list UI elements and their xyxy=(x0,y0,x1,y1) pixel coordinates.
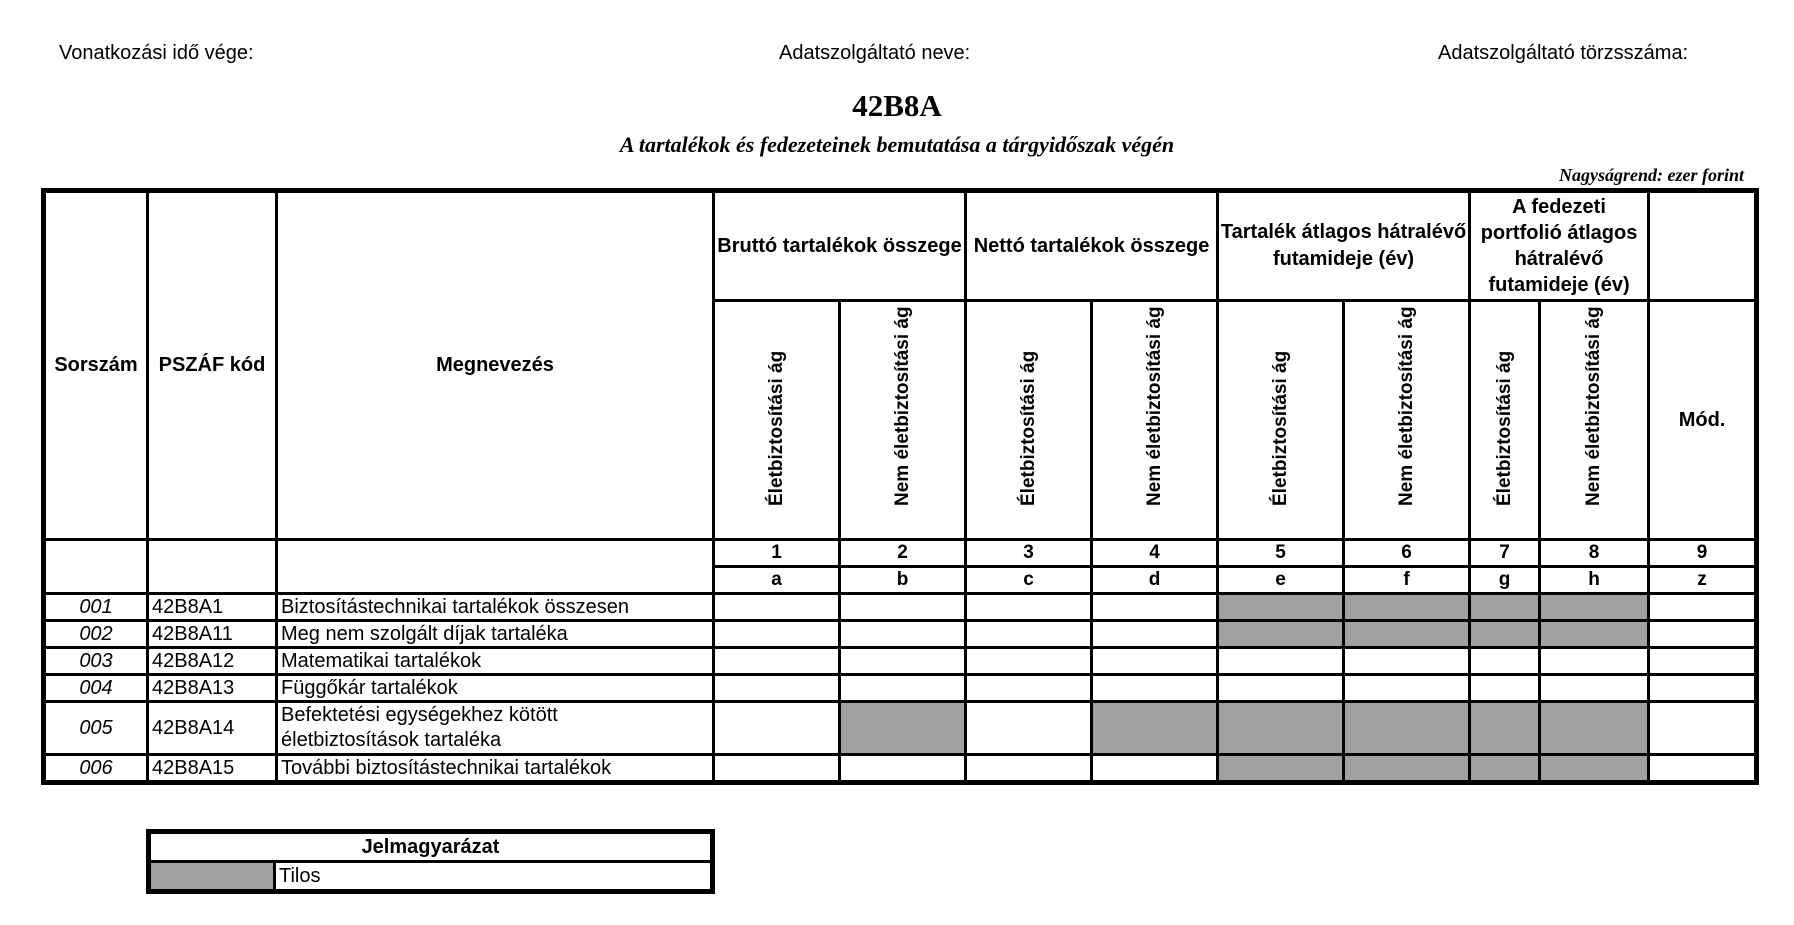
provider-name-label: Adatszolgáltató neve: xyxy=(779,42,971,64)
subheader-4-label: Nem életbiztosítási ág xyxy=(1143,306,1165,506)
data-cell[interactable] xyxy=(714,594,840,621)
row-name: Biztosítástechnikai tartalékok összesen xyxy=(277,594,714,621)
data-cell[interactable] xyxy=(1092,594,1218,621)
data-cell[interactable] xyxy=(714,648,840,675)
forbidden-cell xyxy=(1540,702,1649,755)
column-letter: h xyxy=(1540,567,1649,594)
legend-title: Jelmagyarázat xyxy=(149,832,713,862)
mod-header-top xyxy=(1649,191,1757,301)
column-number: 7 xyxy=(1470,540,1540,567)
data-cell[interactable] xyxy=(714,621,840,648)
data-cell[interactable] xyxy=(1092,621,1218,648)
data-cell[interactable] xyxy=(1344,648,1470,675)
row-number: 001 xyxy=(44,594,148,621)
row-code: 42B8A11 xyxy=(148,621,277,648)
subheader-2-label: Nem életbiztosítási ág xyxy=(891,306,913,506)
row-code: 42B8A14 xyxy=(148,702,277,755)
mod-header: Mód. xyxy=(1649,301,1757,540)
reference-date-label: Vonatkozási idő vége: xyxy=(59,42,254,64)
table-row xyxy=(44,702,1757,755)
data-cell[interactable] xyxy=(1649,755,1757,783)
forbidden-cell xyxy=(1470,755,1540,783)
subheader-5 xyxy=(1218,301,1344,540)
column-letter: b xyxy=(840,567,966,594)
data-cell[interactable] xyxy=(1649,675,1757,702)
table-row xyxy=(44,648,1757,675)
data-cell[interactable] xyxy=(840,648,966,675)
forbidden-cell xyxy=(1218,755,1344,783)
column-letter: d xyxy=(1092,567,1218,594)
subheader-1 xyxy=(714,301,840,540)
portfolio-duration-group-header: A fedezeti portfolió átlagos hátralévő futamideje (év) xyxy=(1470,191,1649,301)
column-letter: g xyxy=(1470,567,1540,594)
table-row xyxy=(44,621,1757,648)
subheader-2 xyxy=(840,301,966,540)
data-cell[interactable] xyxy=(966,755,1092,783)
column-number: 4 xyxy=(1092,540,1218,567)
forbidden-cell xyxy=(1344,621,1470,648)
data-cell[interactable] xyxy=(1092,648,1218,675)
data-cell[interactable] xyxy=(966,675,1092,702)
column-number: 5 xyxy=(1218,540,1344,567)
row-name: További biztosítástechnikai tartalékok xyxy=(277,755,714,783)
subheader-6-label: Nem életbiztosítási ág xyxy=(1395,306,1417,506)
row-code: 42B8A15 xyxy=(148,755,277,783)
pszaf-code-header: PSZÁF kód xyxy=(148,191,277,540)
data-cell[interactable] xyxy=(1649,621,1757,648)
data-cell[interactable] xyxy=(1540,675,1649,702)
data-cell[interactable] xyxy=(966,648,1092,675)
column-letter: f xyxy=(1344,567,1470,594)
column-number: 1 xyxy=(714,540,840,567)
data-cell[interactable] xyxy=(1092,755,1218,783)
data-cell[interactable] xyxy=(840,594,966,621)
data-cell[interactable] xyxy=(1649,648,1757,675)
data-cell[interactable] xyxy=(714,755,840,783)
forbidden-cell xyxy=(1540,621,1649,648)
forbidden-cell xyxy=(1344,594,1470,621)
forbidden-cell xyxy=(1470,702,1540,755)
data-cell[interactable] xyxy=(1218,648,1344,675)
data-cell[interactable] xyxy=(714,675,840,702)
forbidden-cell xyxy=(1344,755,1470,783)
data-cell[interactable] xyxy=(840,755,966,783)
legend-forbidden-swatch xyxy=(149,862,275,892)
column-letter: a xyxy=(714,567,840,594)
subheader-3-label: Életbiztosítási ág xyxy=(1017,350,1039,506)
row-number: 006 xyxy=(44,755,148,783)
subheader-7-label: Életbiztosítási ág xyxy=(1493,350,1515,506)
column-number: 8 xyxy=(1540,540,1649,567)
net-reserves-group-header: Nettó tartalékok összege xyxy=(966,191,1218,301)
reserves-table xyxy=(41,188,1759,785)
row-number: 003 xyxy=(44,648,148,675)
row-name: Függőkár tartalékok xyxy=(277,675,714,702)
table-row xyxy=(44,675,1757,702)
unit-note: Nagyságrend: ezer forint xyxy=(1559,165,1744,185)
column-number: 3 xyxy=(966,540,1092,567)
column-letter: c xyxy=(966,567,1092,594)
data-cell[interactable] xyxy=(966,702,1092,755)
data-cell[interactable] xyxy=(1092,675,1218,702)
row-name: Matematikai tartalékok xyxy=(277,648,714,675)
subheader-1-label: Életbiztosítási ág xyxy=(765,350,787,506)
megnevezes-header: Megnevezés xyxy=(277,191,714,540)
table-row xyxy=(44,755,1757,783)
subheader-6 xyxy=(1344,301,1470,540)
reserve-duration-group-header: Tartalék átlagos hátralévő futamideje (év) xyxy=(1218,191,1470,301)
forbidden-cell xyxy=(1344,702,1470,755)
megnevezes-header-blank xyxy=(277,540,714,594)
sorszam-header: Sorszám xyxy=(44,191,148,540)
legend-table xyxy=(146,829,715,894)
row-name: Befektetési egységekhez kötött életbiztosítások tartaléka xyxy=(277,702,714,755)
column-number: 2 xyxy=(840,540,966,567)
subheader-5-label: Életbiztosítási ág xyxy=(1269,350,1291,506)
data-cell[interactable] xyxy=(840,675,966,702)
row-number: 005 xyxy=(44,702,148,755)
pszaf-header-blank xyxy=(148,540,277,594)
forbidden-cell xyxy=(1540,594,1649,621)
data-cell[interactable] xyxy=(1649,594,1757,621)
data-cell[interactable] xyxy=(1540,648,1649,675)
forbidden-cell xyxy=(1540,755,1649,783)
sorszam-header-blank xyxy=(44,540,148,594)
row-number: 004 xyxy=(44,675,148,702)
form-subtitle: A tartalékok és fedezeteinek bemutatása a tárgyidőszak végén xyxy=(619,132,1175,157)
subheader-3 xyxy=(966,301,1092,540)
row-code: 42B8A12 xyxy=(148,648,277,675)
data-cell[interactable] xyxy=(966,594,1092,621)
row-name: Meg nem szolgált díjak tartaléka xyxy=(277,621,714,648)
data-cell[interactable] xyxy=(1470,675,1540,702)
column-number: 9 xyxy=(1649,540,1757,567)
row-code: 42B8A13 xyxy=(148,675,277,702)
subheader-8-label: Nem életbiztosítási ág xyxy=(1583,306,1605,506)
provider-id-label: Adatszolgáltató törzsszáma: xyxy=(1438,42,1689,64)
data-cell[interactable] xyxy=(1344,675,1470,702)
column-letter: e xyxy=(1218,567,1344,594)
forbidden-cell xyxy=(1218,594,1344,621)
table-row xyxy=(44,594,1757,621)
data-cell[interactable] xyxy=(840,621,966,648)
forbidden-cell xyxy=(840,702,966,755)
forbidden-cell xyxy=(1218,702,1344,755)
row-code: 42B8A1 xyxy=(148,594,277,621)
forbidden-cell xyxy=(1470,621,1540,648)
data-cell[interactable] xyxy=(1218,675,1344,702)
subheader-8 xyxy=(1540,301,1649,540)
forbidden-cell xyxy=(1470,594,1540,621)
column-letter: z xyxy=(1649,567,1757,594)
column-number: 6 xyxy=(1344,540,1470,567)
forbidden-cell xyxy=(1218,621,1344,648)
data-cell[interactable] xyxy=(966,621,1092,648)
subheader-7 xyxy=(1470,301,1540,540)
data-cell[interactable] xyxy=(1470,648,1540,675)
data-cell[interactable] xyxy=(714,702,840,755)
row-number: 002 xyxy=(44,621,148,648)
legend-forbidden-label: Tilos xyxy=(275,862,713,892)
subheader-4 xyxy=(1092,301,1218,540)
forbidden-cell xyxy=(1092,702,1218,755)
gross-reserves-group-header: Bruttó tartalékok összege xyxy=(714,191,966,301)
data-cell[interactable] xyxy=(1649,702,1757,755)
form-code-title: 42B8A xyxy=(852,88,942,123)
